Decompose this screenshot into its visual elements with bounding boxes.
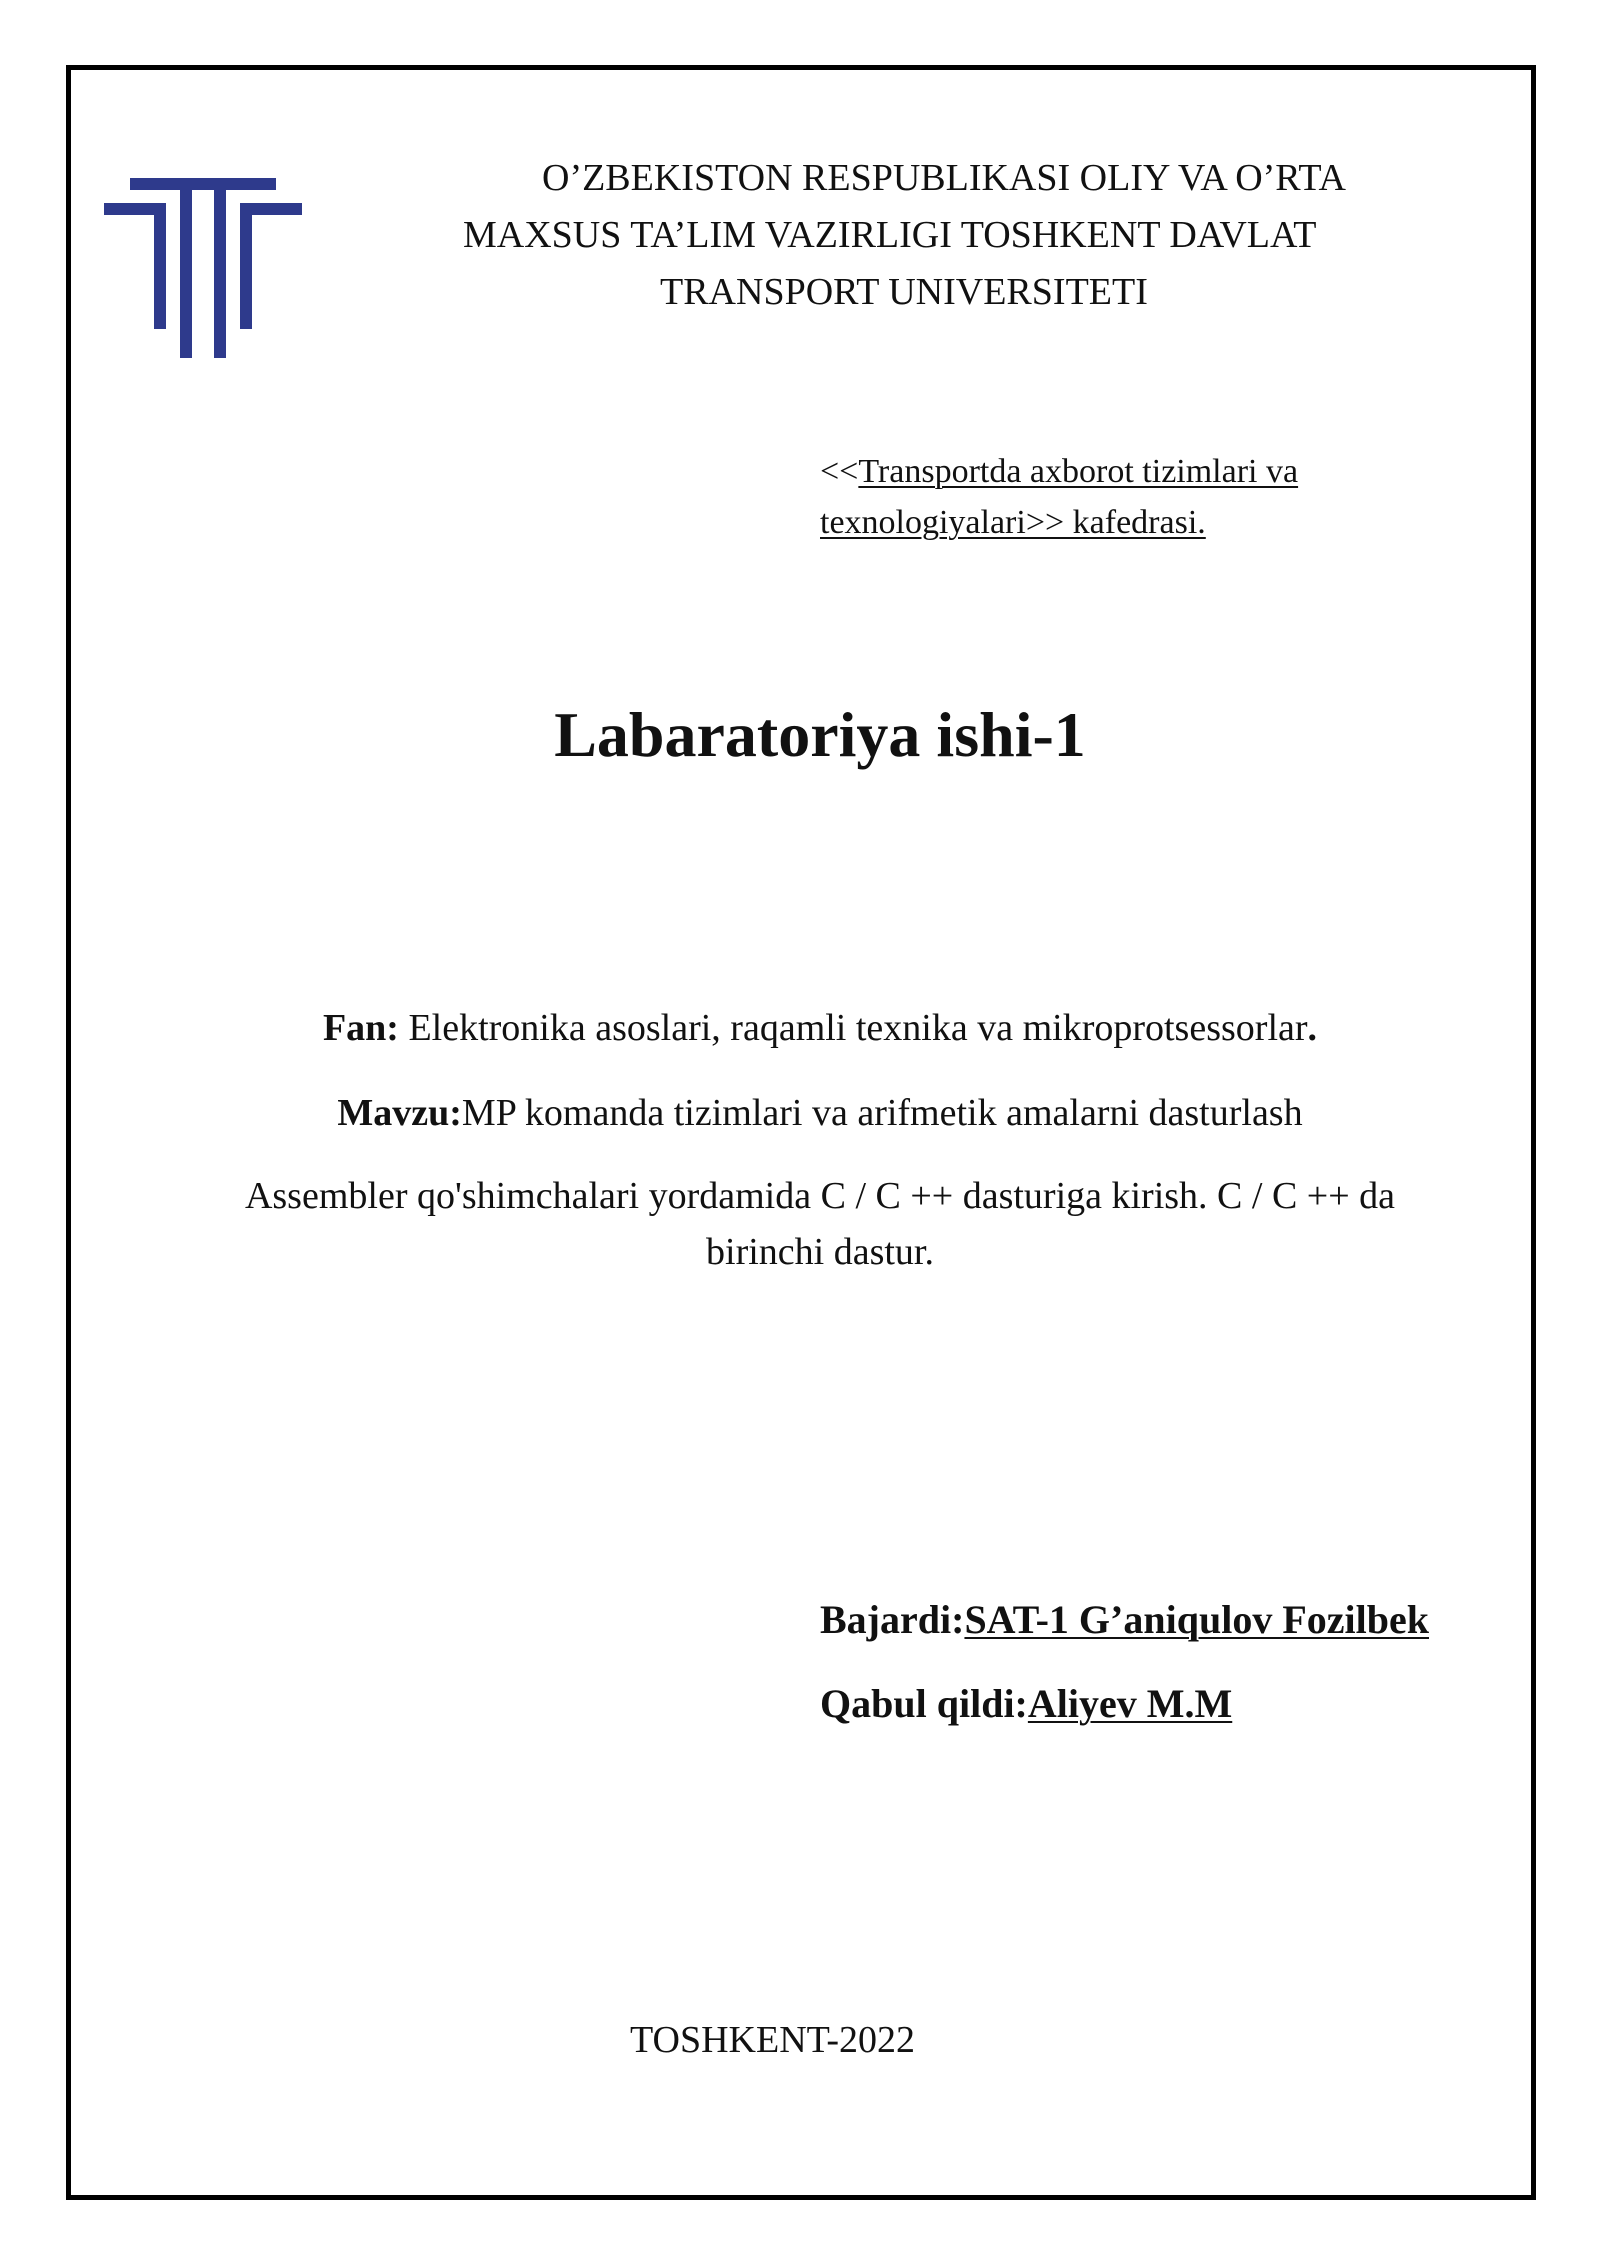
department-name xyxy=(820,446,1460,548)
university-logo-icon xyxy=(104,178,302,358)
city-year-footer: TOSHKENT-2022 xyxy=(630,2019,916,2061)
subject-text: Elektronika asoslari, raqamli texnika va mikroprotsessorlar xyxy=(398,1007,1308,1049)
description-line-2: birinchi dastur. xyxy=(706,1231,934,1273)
performed-label: Bajardi: xyxy=(820,1597,965,1642)
institution-header xyxy=(440,150,1500,321)
department-line-1: Transportda axborot tizimlari va xyxy=(858,453,1299,490)
performed-by xyxy=(820,1592,1429,1648)
subject-end: . xyxy=(1307,1007,1318,1049)
description-line-1: Assembler qo'shimchalari yordamida C / C ++ dasturiga kirish. C / C ++ da xyxy=(244,1175,1396,1217)
header-line-3: TRANSPORT UNIVERSITETI xyxy=(660,271,1148,313)
topic-text: MP komanda tizimlari va arifmetik amalarni dasturlash xyxy=(461,1092,1303,1134)
subject-line xyxy=(0,1000,1600,1056)
description xyxy=(150,1168,1490,1280)
accepted-label: Qabul qildi: xyxy=(820,1681,1028,1726)
subject-label: Fan: xyxy=(322,1007,399,1049)
accepted-value: Aliyev M.M xyxy=(1027,1681,1233,1726)
topic-line xyxy=(0,1085,1600,1141)
accepted-by xyxy=(820,1676,1232,1732)
department-prefix: << xyxy=(820,453,859,490)
header-line-2: MAXSUS TA’LIM VAZIRLIGI TOSHKENT DAVLAT xyxy=(463,214,1317,256)
topic-label: Mavzu: xyxy=(337,1092,462,1134)
document-title: Labaratoriya ishi-1 xyxy=(554,699,1086,770)
department-line-2: texnologiyalari>> kafedrasi. xyxy=(820,504,1206,541)
header-line-1: O’ZBEKISTON RESPUBLIKASI OLIY VA O’RTA xyxy=(542,157,1346,199)
performed-value: SAT-1 G’aniqulov Fozilbek xyxy=(964,1597,1429,1642)
